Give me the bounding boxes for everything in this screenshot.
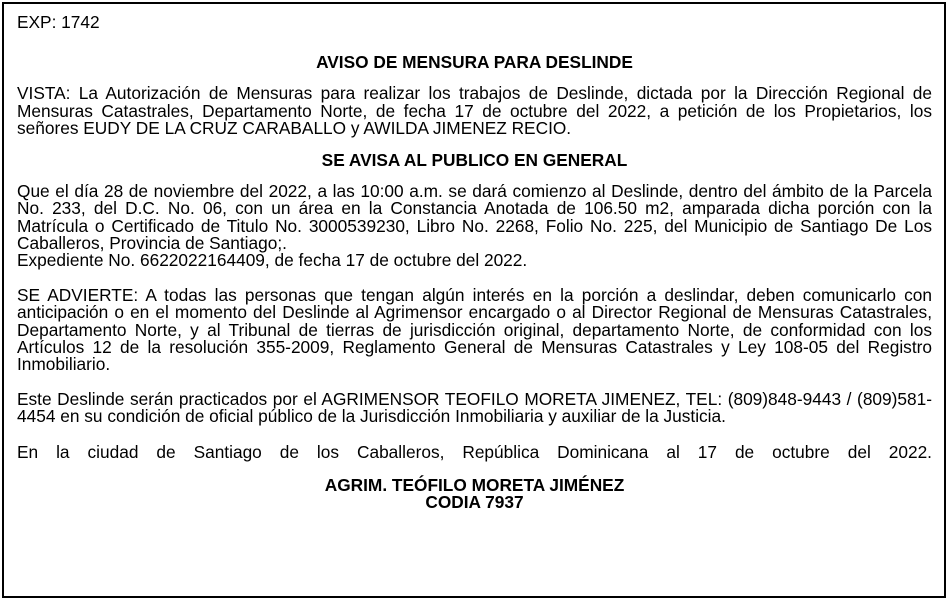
- expediente-line: Expediente No. 6622022164409, de fecha 17 de octubre del 2022.: [17, 250, 528, 271]
- practicado-paragraph: Este Deslinde serán practicados por el AGRIMENSOR TEOFILO MORETA JIMENEZ, TEL: (809)848-9443 / (809)581-4454 en su condición de oficial público de la Jurisdicción Inmobiliaria y auxiliar de la Justicia.: [17, 389, 932, 427]
- legal-notice: [2, 2, 946, 598]
- advierte-paragraph: SE ADVIERTE: A todas las personas que tengan algún interés en la porción a deslindar, deben comunicarlo con anticipación o en el momento del Deslinde al Agrimensor encargado o al Director Regional de Mensuras Catastrales, Departamento Norte, y al Tribunal de tierras de jurisdicción original, departamento Norte, de conformidad con los Artículos 12 de la resolución 355-2009, Reglamento General de Mensuras Catastrales y Ley 108-05 del Registro Inmobiliario.: [17, 285, 932, 375]
- place-date-line: En la ciudad de Santiago de los Caballeros, República Dominicana al 17 de octubre del 2022.: [17, 441, 932, 462]
- notice-title: AVISO DE MENSURA PARA DESLINDE: [316, 52, 633, 73]
- deslinde-info-paragraph: Que el día 28 de noviembre del 2022, a las 10:00 a.m. se dará comienzo al Deslinde, dentro del ámbito de la Parcela No. 233, del D.C. No. 06, con un área en la Constancia Anotada de 106.50 m2, amparada dicha porción con la Matrícula o Certificado de Titulo No. 3000539230, Libro No. 2268, Folio No. 225, del Municipio de Santiago De Los Caballeros, Provincia de Santiago;.: [17, 181, 932, 253]
- vista-paragraph: VISTA: La Autorización de Mensuras para realizar los trabajos de Deslinde, dictada por la Dirección Regional de Mensuras Catastrales, Departamento Norte, de fecha 17 de octubre del 2022, a petición de los Propietarios, los señores EUDY DE LA CRUZ CARABALLO y AWILDA JIMENEZ RECIO.: [17, 83, 932, 138]
- signature-codia: CODIA 7937: [425, 492, 524, 513]
- signature-name: AGRIM. TEÓFILO MORETA JIMÉNEZ: [324, 474, 625, 495]
- expediente-number: EXP: 1742: [17, 12, 100, 32]
- notice-subtitle: SE AVISA AL PUBLICO EN GENERAL: [321, 150, 628, 171]
